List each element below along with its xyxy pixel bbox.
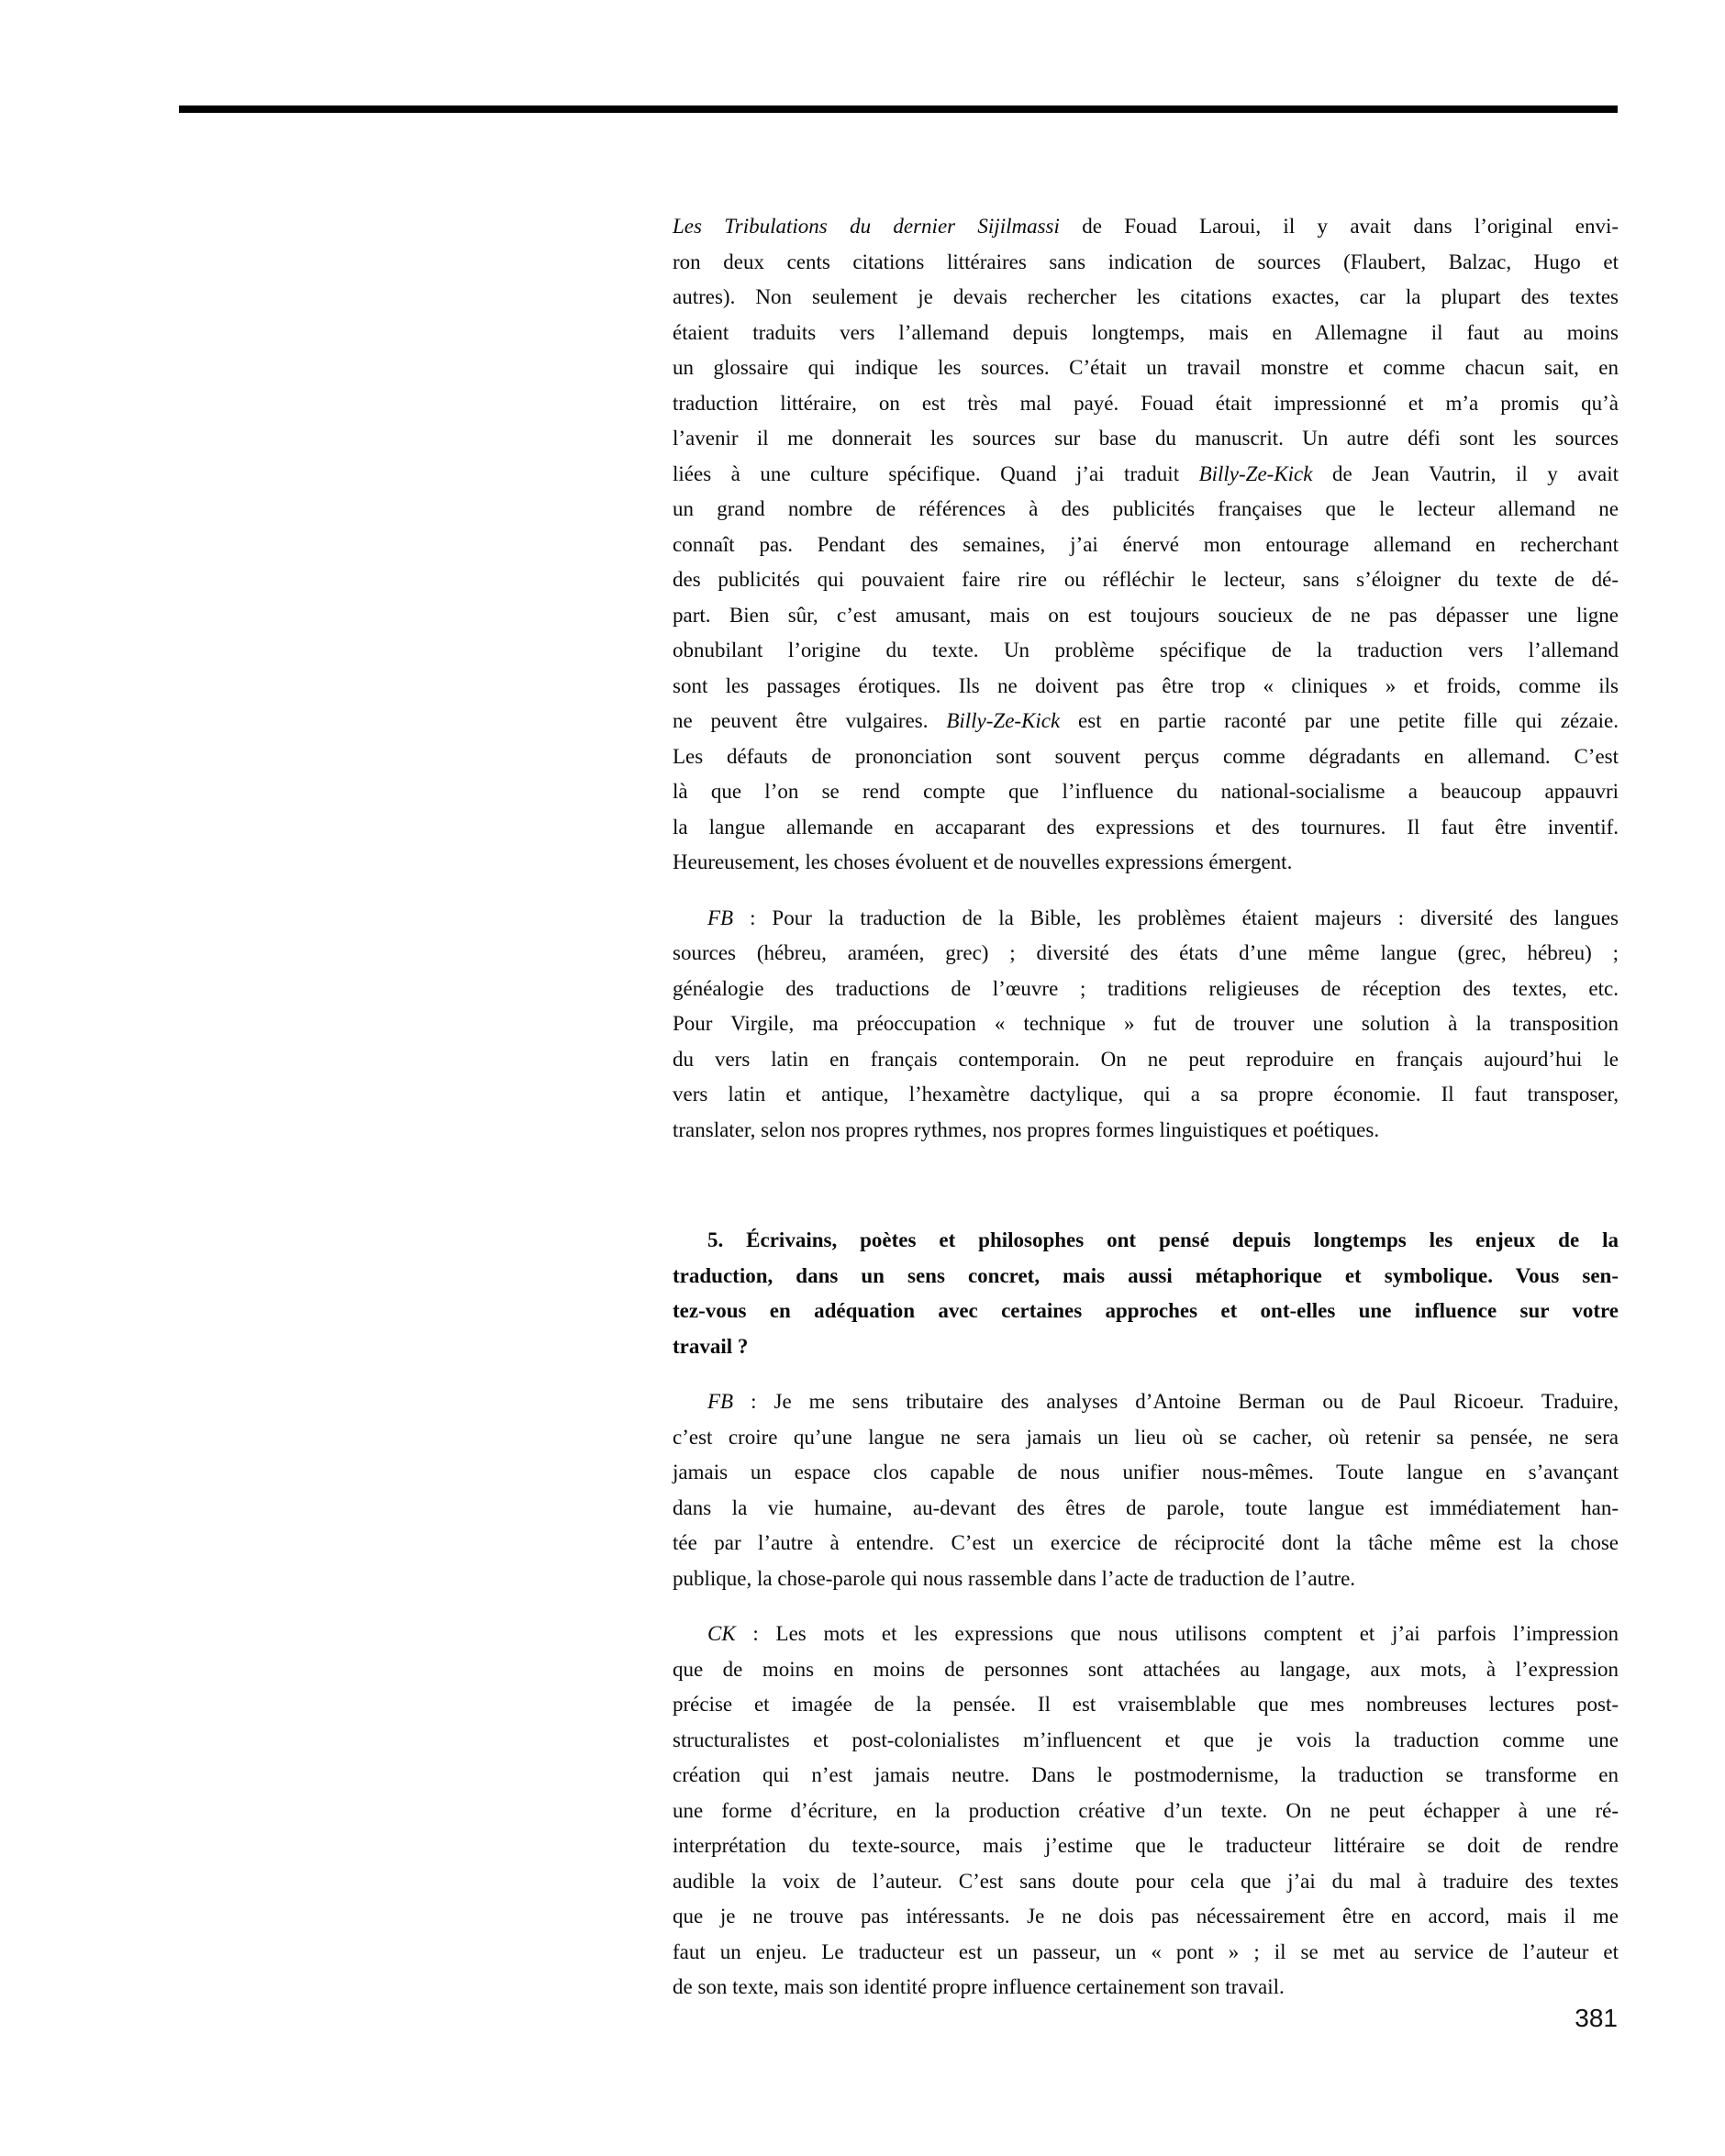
text-run: : Je me sens tributaire des analyses d’Antoine Berman ou de Paul Ricoeur. Traduire, (733, 1390, 1619, 1413)
text-line (673, 1329, 1619, 1365)
text-run: traduction littéraire, on est très mal payé. Fouad était impressionné et m’a promis qu’à (673, 391, 1619, 415)
text-run: ron deux cents citations littéraires sans indication de sources (Flaubert, Balzac, Hugo et (673, 250, 1619, 273)
text-run: connaît pas. Pendant des semaines, j’ai énervé mon entourage allemand en recherchant (673, 532, 1619, 556)
text-run: un grand nombre de références à des publicités françaises que le lecteur allemand ne (673, 497, 1619, 520)
italic-text-run: Les Tribulations du dernier Sijilmassi (673, 215, 1060, 238)
text-line (673, 1794, 1619, 1829)
text-run: est en partie raconté par une petite fille qui zézaie. (1060, 709, 1619, 732)
text-run: autres). Non seulement je devais rechercher les citations exactes, car la plupart des textes (673, 285, 1619, 308)
text-run: tez-vous en adéquation avec certaines approches et ont-elles une influence sur votre (673, 1299, 1619, 1322)
text-line (673, 1828, 1619, 1864)
text-run: traduction, dans un sens concret, mais aussi métaphorique et symbolique. Vous sen- (673, 1263, 1619, 1287)
italic-text-run: FB (707, 906, 734, 929)
text-run: liées à une culture spécifique. Quand j’ai traduit (673, 461, 1199, 485)
text-run: Heureusement, les choses évoluent et de nouvelles expressions émergent. (673, 850, 1293, 873)
paragraph-ck-mots (673, 1617, 1619, 2006)
text-run: tée par l’autre à entendre. C’est un exercice de réciprocité dont la tâche même est la chose (673, 1531, 1619, 1554)
text-run: que de moins en moins de personnes sont attachées au langage, aux mots, à l’expression (673, 1657, 1619, 1681)
text-line (673, 845, 1619, 881)
text-run: là que l’on se rend compte que l’influence du national-socialisme a beaucoup appauvri (673, 780, 1619, 803)
text-line (673, 972, 1619, 1007)
paragraph-fb-bible (673, 901, 1619, 1149)
text-run: du vers latin en français contemporain. On ne peut reproduire en français aujourd’hui le (673, 1047, 1619, 1071)
text-run: Pour Virgile, ma préoccupation « technique » fut de trouver une solution à la transposition (673, 1012, 1619, 1035)
text-line (673, 245, 1619, 281)
text-line (673, 1259, 1619, 1295)
text-run: structuralistes et post-colonialistes m’influencent et que je vois la traduction comme une (673, 1728, 1619, 1751)
text-line (673, 774, 1619, 810)
text-run: publique, la chose-parole qui nous rassemble dans l’acte de traduction de l’autre. (673, 1566, 1356, 1590)
italic-text-run: CK (707, 1622, 736, 1645)
text-line (673, 669, 1619, 705)
text-line (673, 704, 1619, 739)
text-run: de Jean Vautrin, il y avait (1312, 461, 1619, 485)
text-line (673, 457, 1619, 493)
text-run: la langue allemande en accaparant des expressions et des tournures. Il faut être inventif. (673, 815, 1619, 839)
text-run: dans la vie humaine, au-devant des êtres de parole, toute langue est immédiatement han- (673, 1495, 1619, 1519)
text-line (673, 562, 1619, 598)
text-line (673, 1042, 1619, 1078)
italic-text-run: Billy-Ze-Kick (946, 709, 1061, 732)
text-run: étaient traduits vers l’allemand depuis longtemps, mais en Allemagne il faut au moins (673, 320, 1619, 344)
text-line (673, 810, 1619, 846)
text-run: : Les mots et les expressions que nous utilisons comptent et j’ai parfois l’impression (735, 1622, 1619, 1645)
text-line (673, 1006, 1619, 1042)
text-run: Les défauts de prononciation sont souvent perçus comme dégradants en allemand. C’est (673, 744, 1619, 768)
text-run: l’avenir il me donnerait les sources sur base du manuscrit. Un autre défi sont les sources (673, 427, 1619, 450)
text-line (673, 386, 1619, 422)
text-line (673, 1113, 1619, 1149)
text-line (673, 316, 1619, 351)
text-line (673, 1420, 1619, 1456)
paragraph-interview-continuation (673, 209, 1619, 881)
text-block (673, 209, 1619, 2006)
text-line (673, 1758, 1619, 1794)
text-line (673, 1935, 1619, 1971)
text-run: travail ? (673, 1334, 749, 1358)
text-line (673, 1970, 1619, 2006)
text-run: que je ne trouve pas intéressants. Je ne dois pas nécessairement être en accord, mais il me (673, 1905, 1619, 1928)
italic-text-run: Billy-Ze-Kick (1198, 461, 1313, 485)
text-line (673, 1455, 1619, 1491)
text-run: vers latin et antique, l’hexamètre dactylique, qui a sa propre économie. Il faut transposer, (673, 1083, 1619, 1106)
text-line (673, 1223, 1619, 1259)
text-line (673, 901, 1619, 937)
text-run: obnubilant l’origine du texte. Un problème spécifique de la traduction vers l’allemand (673, 639, 1619, 661)
text-line (673, 633, 1619, 669)
text-run: généalogie des traductions de l’œuvre ; traditions religieuses de réception des textes, etc. (673, 976, 1619, 1000)
header-rule (179, 106, 1618, 113)
text-run: sont les passages érotiques. Ils ne doivent pas être trop « cliniques » et froids, comme ils (673, 673, 1619, 697)
text-run: : Pour la traduction de la Bible, les problèmes étaient majeurs : diversité des langues (733, 906, 1619, 929)
page-number: 381 (1575, 2004, 1618, 2032)
text-run: de son texte, mais son identité propre influence certainement son travail. (673, 1975, 1285, 1998)
text-line (673, 528, 1619, 563)
text-line (673, 1617, 1619, 1652)
text-line (673, 1687, 1619, 1723)
text-line (673, 350, 1619, 386)
text-line (673, 1723, 1619, 1759)
text-line (673, 739, 1619, 775)
text-line (673, 1864, 1619, 1900)
text-line (673, 492, 1619, 528)
text-run: sources (hébreu, araméen, grec) ; diversité des états d’une même langue (grec, hébreu) ; (673, 941, 1619, 964)
text-run: une forme d’écriture, en la production créative d’un texte. On ne peut échapper à une ré- (673, 1798, 1619, 1822)
text-line (673, 1077, 1619, 1113)
text-run: des publicités qui pouvaient faire rire ou réfléchir le lecteur, sans s’éloigner du texte de dé- (673, 568, 1619, 591)
text-line (673, 1384, 1619, 1420)
text-line (673, 280, 1619, 316)
text-run: translater, selon nos propres rythmes, nos propres formes linguistiques et poétiques. (673, 1117, 1380, 1141)
text-run: part. Bien sûr, c’est amusant, mais on est toujours soucieux de ne pas dépasser une ligne (673, 603, 1619, 627)
text-line (673, 1561, 1619, 1597)
text-line (673, 936, 1619, 972)
text-run: un glossaire qui indique les sources. C’était un travail monstre et comme chacun sait, en (673, 356, 1619, 379)
text-run: précise et imagée de la pensée. Il est vraisemblable que mes nombreuses lectures post- (673, 1693, 1619, 1716)
text-run: 5. Écrivains, poètes et philosophes ont pensé depuis longtemps les enjeux de la (707, 1228, 1619, 1251)
text-line (673, 421, 1619, 457)
text-line (673, 598, 1619, 634)
text-run: jamais un espace clos capable de nous unifier nous-mêmes. Toute langue en s’avançant (673, 1461, 1619, 1484)
text-run: interprétation du texte-source, mais j’estime que le traducteur littéraire se doit de rendre (673, 1834, 1619, 1857)
paragraph-question-5 (673, 1223, 1619, 1364)
text-run: c’est croire qu’une langue ne sera jamais un lieu où se cacher, où retenir sa pensée, ne sera (673, 1425, 1619, 1449)
text-line (673, 1652, 1619, 1688)
text-run: de Fouad Laroui, il y avait dans l’original envi- (1059, 215, 1619, 238)
text-line (673, 1294, 1619, 1329)
text-line (673, 1526, 1619, 1561)
text-line (673, 1899, 1619, 1935)
text-run: création qui n’est jamais neutre. Dans le postmodernisme, la traduction se transforme en (673, 1763, 1619, 1786)
text-run: audible la voix de l’auteur. C’est sans doute pour cela que j’ai du mal à traduire des textes (673, 1869, 1619, 1893)
text-line (673, 209, 1619, 245)
text-run: faut un enjeu. Le traducteur est un passeur, un « pont » ; il se met au service de l’auteur et (673, 1939, 1619, 1963)
text-line (673, 1491, 1619, 1527)
italic-text-run: FB (707, 1390, 734, 1413)
text-run: ne peuvent être vulgaires. (673, 709, 947, 732)
paragraph-fb-berman (673, 1384, 1619, 1596)
